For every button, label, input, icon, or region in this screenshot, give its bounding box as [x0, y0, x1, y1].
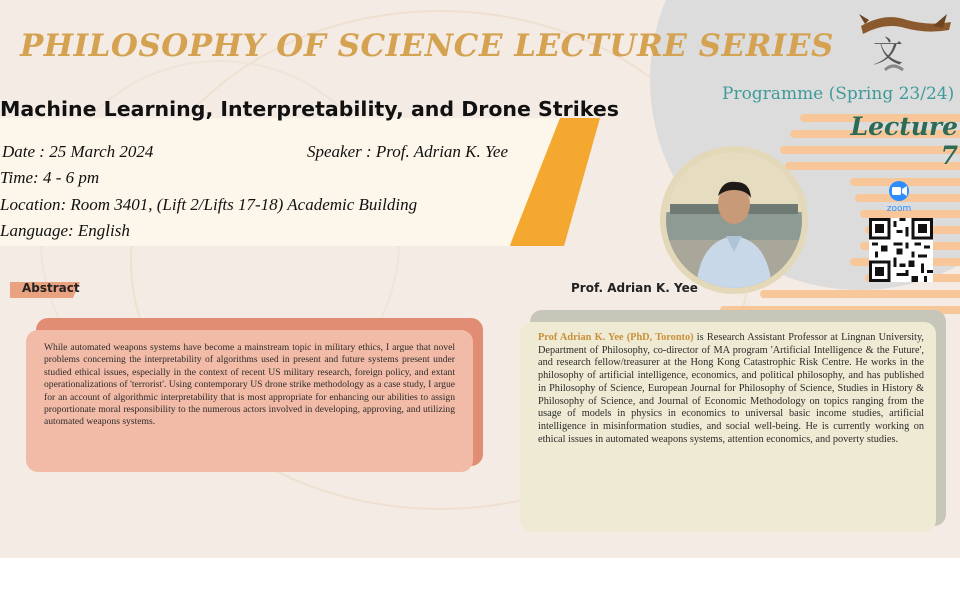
bio-text: is Research Assistant Professor at Lingnan University, Department of Philosophy, co-director of MA program 'Artificial Intelligence & the Future', and research fellow/treasurer at the Hong Kong Catastrophic Risk Centre. He works in the philosophy of artificial intelligence, economics, and political philosophy, and has published in Philosophy of Science, European Journal for Philosophy of Science, Studies in History & Philosophy of Science, and Journal of Economic Methodology on topics ranging from the usage of models in physics in economics to universal basic income studies, artificial intelligence in misinformation studies, and social well-being. He is currently working on ethical issues in automated weapons systems, attention economics, and poverty studies.: [538, 332, 925, 445]
university-logo-icon: [855, 4, 955, 80]
series-title: PHILOSOPHY OF SCIENCE LECTURE SERIES: [20, 28, 834, 64]
programme-label: Programme (Spring 23/24): [722, 84, 955, 104]
speaker-photo: [666, 152, 802, 288]
lecture-number: Lecture 7: [850, 112, 958, 170]
qr-code-icon[interactable]: [869, 218, 933, 282]
abstract-card: [26, 330, 473, 472]
abstract-heading: Abstract: [22, 281, 80, 295]
bio-name: Prof Adrian K. Yee (PhD, Toronto): [538, 332, 694, 343]
svg-text:文: 文: [873, 35, 903, 70]
event-time: Time: 4 - 6 pm: [0, 168, 100, 187]
zoom-label: zoom: [886, 204, 912, 214]
bio-heading: Prof. Adrian K. Yee: [571, 281, 698, 295]
event-date: Date : 25 March 2024: [2, 142, 154, 161]
bio-card: [520, 322, 936, 532]
event-speaker: Speaker : Prof. Adrian K. Yee: [307, 142, 508, 161]
talk-title: Machine Learning, Interpretability, and Drone Strikes: [0, 97, 619, 121]
bottom-margin: [0, 558, 960, 600]
zoom-icon: [880, 180, 918, 214]
abstract-text: While automated weapons systems have become a mainstream topic in military ethics, I argue that novel problems concerning the interpretability of algorithms used in present and future systems present under studied ethical issues, especially in the context of recent US military research, foreign policy, and extant operationalizations of 'terrorist'. Using contemporary US drone strike methodology as a case study, I argue for an account of algorithmic interpretability that is most appropriate for enhancing our abilities to assign proportionate moral responsibility to the numerous actors involved in developing, approving, and utilizing automated weapons systems.: [44, 342, 455, 428]
bio-paragraph: [538, 332, 924, 446]
event-language: Language: English: [0, 221, 130, 240]
event-location: Location: Room 3401, (Lift 2/Lifts 17-18) Academic Building: [0, 195, 418, 214]
